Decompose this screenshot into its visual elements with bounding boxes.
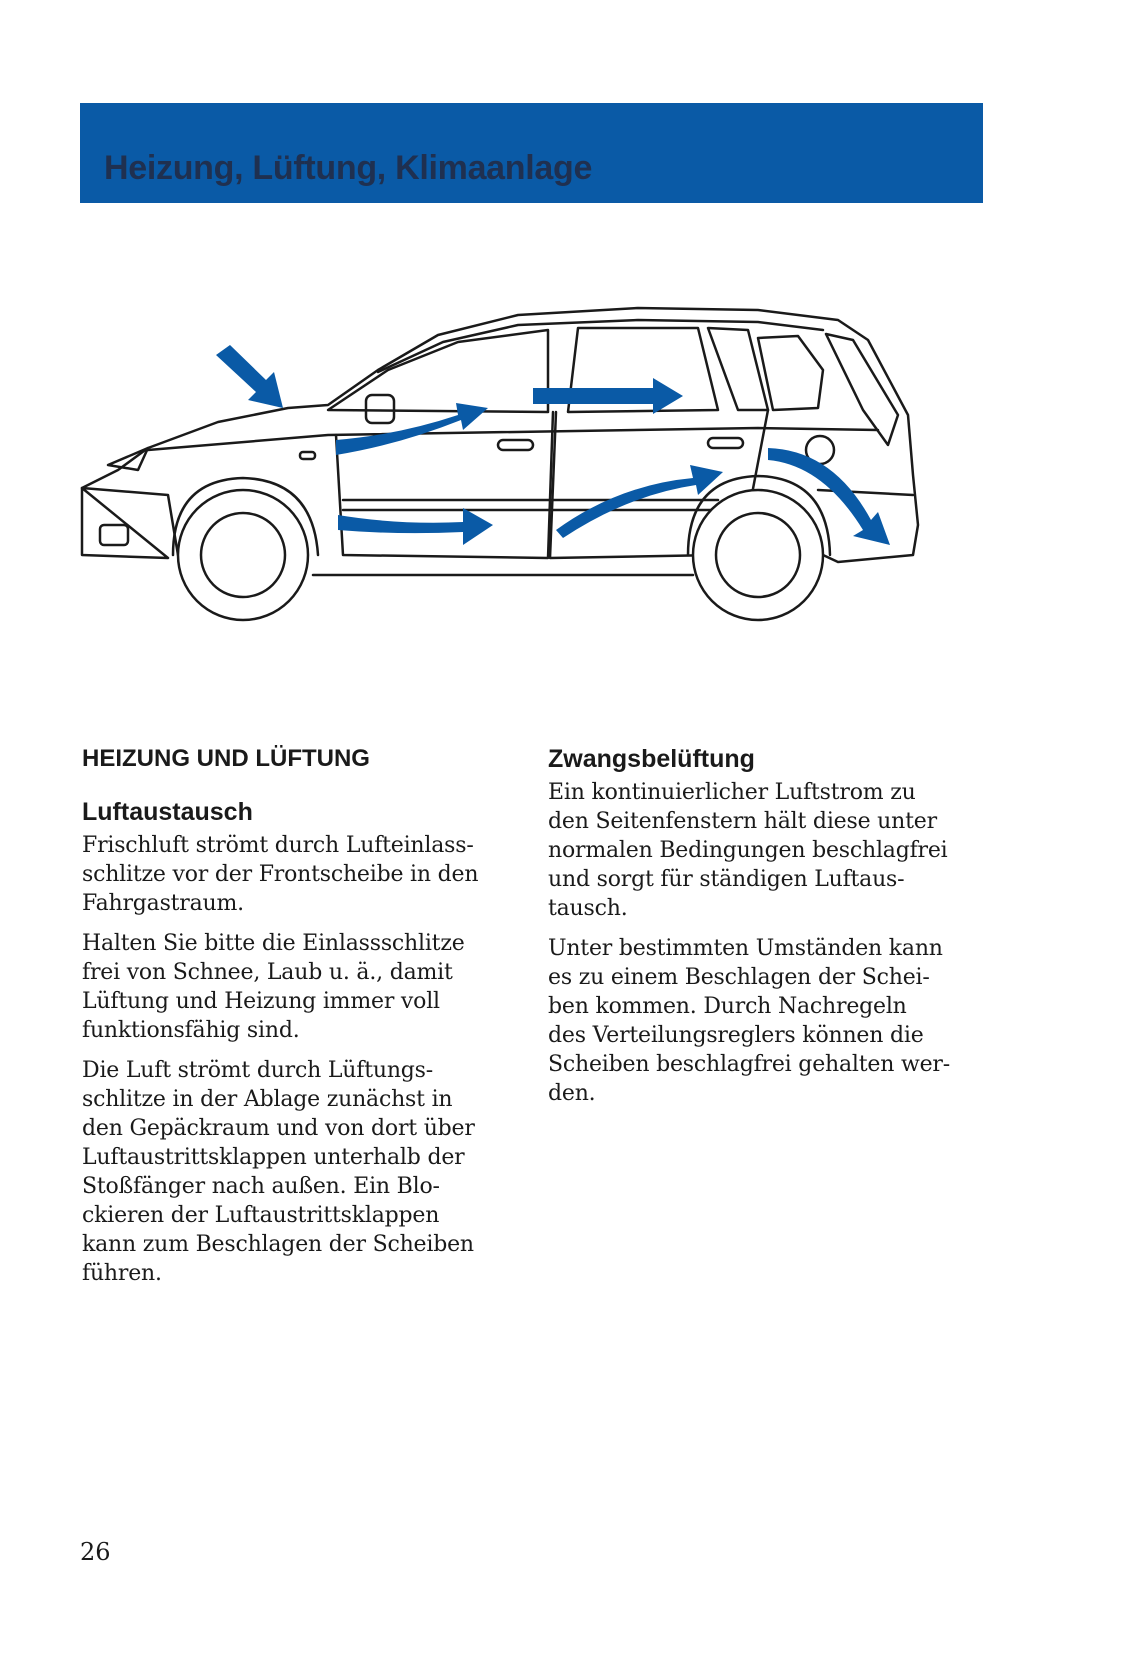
chapter-header-band bbox=[80, 103, 983, 203]
car-rear-handle bbox=[708, 438, 743, 448]
section-title: HEIZUNG UND LÜFTUNG bbox=[82, 745, 370, 772]
paragraph: Frischluft strömt durch Lufteinlass- schlitze vor der Frontscheibe in den Fahrgastraum. bbox=[82, 833, 479, 916]
car-side-indicator bbox=[300, 452, 315, 459]
car-headlight bbox=[108, 448, 148, 470]
car-front-wheel bbox=[178, 490, 308, 620]
paragraph: Die Luft strömt durch Lüftungs- schlitze in der Ablage zunächst in den Gepäckraum und von dort über Luftaustrittsklappen unterhalb der Stoßfänger nach außen. Ein Blo- ckieren der Luftaustrittsklappen kann zum Beschlagen der Scheiben führen. bbox=[82, 1058, 475, 1286]
car-fog-light bbox=[100, 525, 128, 545]
left-column bbox=[82, 745, 522, 1299]
car-airflow-svg bbox=[78, 300, 993, 670]
car-rear-wheel bbox=[693, 490, 823, 620]
airflow-arrow-inlet bbox=[216, 345, 283, 408]
subsection-title-zwangsbelueftung: Zwangsbelüftung bbox=[548, 745, 755, 773]
car-window-quarter bbox=[758, 336, 823, 410]
page-number: 26 bbox=[80, 1538, 111, 1566]
paragraph: Ein kontinuierlicher Luftstrom zu den Seitenfenstern hält diese unter normalen Bedingungen beschlagfrei und sorgt für ständigen Luftaus- tausch. bbox=[548, 780, 948, 921]
car-airflow-illustration bbox=[78, 300, 993, 670]
airflow-arrow-roof bbox=[533, 378, 683, 414]
chapter-title: Heizung, Lüftung, Klimaanlage bbox=[104, 149, 593, 187]
car-front-handle bbox=[498, 440, 533, 450]
subsection-title-luftaustausch: Luftaustausch bbox=[82, 798, 253, 826]
car-window-frame bbox=[328, 330, 548, 412]
airflow-arrow-floor-front bbox=[338, 508, 493, 545]
car-mirror bbox=[366, 395, 394, 423]
paragraph: Halten Sie bitte die Einlassschlitze frei von Schnee, Laub u. ä., damit Lüftung und Heizung immer voll funktionsfähig sind. bbox=[82, 931, 465, 1043]
car-front-bumper bbox=[82, 488, 178, 555]
right-column bbox=[548, 745, 988, 1119]
paragraph: Unter bestimmten Umständen kann es zu einem Beschlagen der Schei- ben kommen. Durch Nachregeln des Verteilungsreglers können die Scheiben beschlagfrei gehalten wer- den. bbox=[548, 936, 950, 1106]
